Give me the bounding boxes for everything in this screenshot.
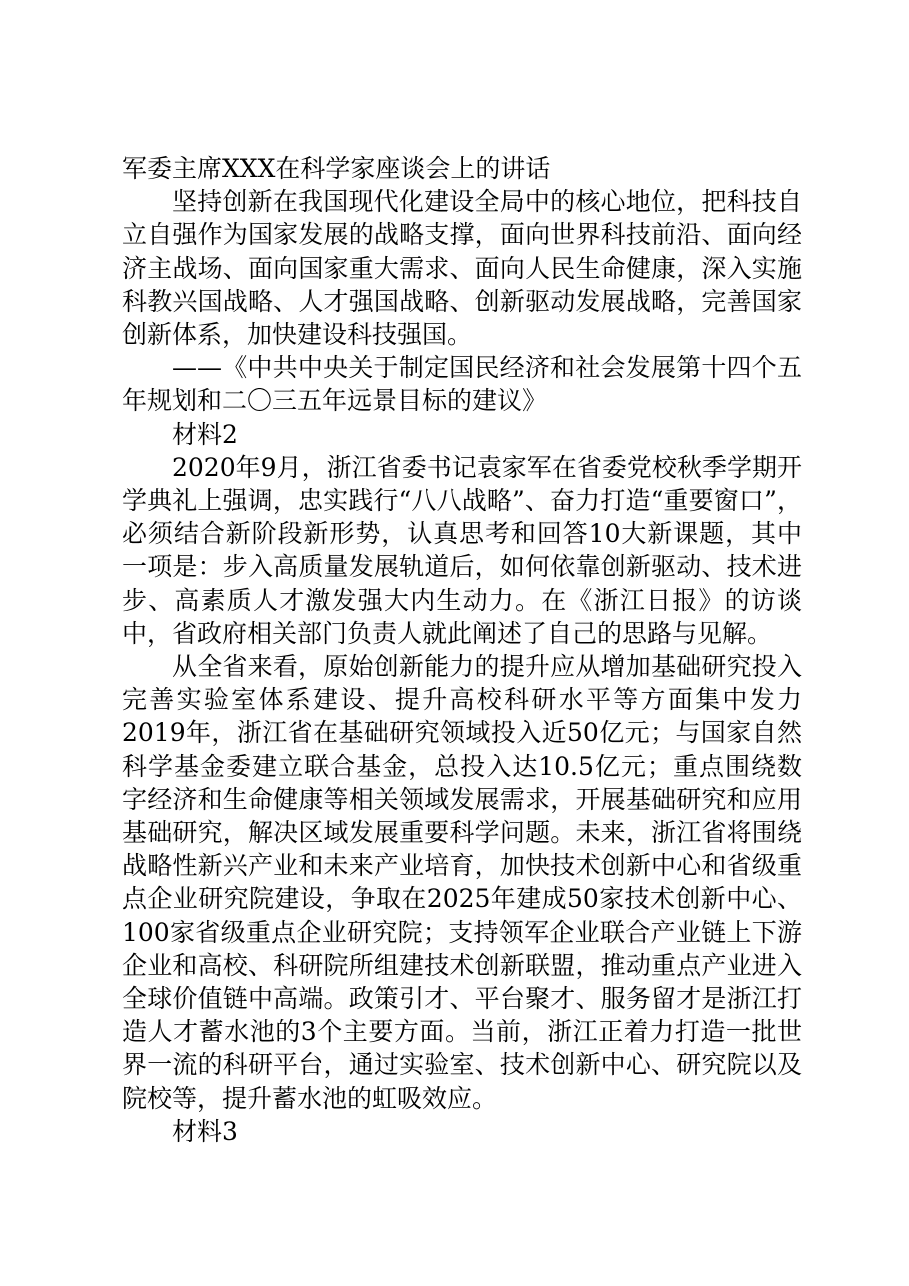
material-3-heading: 材料3 — [172, 1116, 238, 1146]
material-2-paragraph-1: 2020年9月，浙江省委书记袁家军在省委党校秋季学期开学典礼上强调，忠实践行“八八战略”、奋力打造“重要窗口”，必须结合新阶段新形势，认真思考和回答10大新课题，其中一项是：步入高质量发展轨道后，如何依靠创新驱动、技术进步、高素质人才激发强大内生动力。在《浙江日报》的访谈中，省政府相关部门负责人就此阐述了自己的思路与见解。 — [122, 452, 802, 648]
speech-title-line: 军委主席XXX在科学家座谈会上的讲话 — [122, 154, 551, 183]
material-2-paragraph-2: 从全省来看，原始创新能力的提升应从增加基础研究投入完善实验室体系建设、提升高校科研水平等方面集中发力2019年，浙江省在基础研究领域投入近50亿元；与国家自然科学基金委建立联合基金，总投入达10.5亿元；重点围绕数字经济和生命健康等相关领域发展需求，开展基础研究和应用基础研究，解决区域发展重要科学问题。未来，浙江省将围绕战略性新兴产业和未来产业培育，加快技术创新中心和省级重点企业研究院建设，争取在2025年建成50家技术创新中心、100家省级重点企业研究院；支持领军企业联合产业链上下游企业和高校、科研院所组建技术创新联盟，推动重点产业进入全球价值链中高端。政策引才、平台聚才、服务留才是浙江打造人才蓄水池的3个主要方面。当前，浙江正着力打造一批世界一流的科研平台，通过实验室、技术创新中心、研究院以及院校等，提升蓄水池的虹吸效应。 — [122, 652, 802, 1113]
document-body — [122, 152, 802, 1148]
quote-paragraph: 坚持创新在我国现代化建设全局中的核心地位，把科技自立自强作为国家发展的战略支撑，面向世界科技前沿、面向经济主战场、面向国家重大需求、面向人民生命健康，深入实施科教兴国战略、人才强国战略、创新驱动发展战略，完善国家创新体系，加快建设科技强国。 — [122, 187, 802, 350]
quote-source: ——《中共中央关于制定国民经济和社会发展第十四个五年规划和二〇三五年远景目标的建议》 — [122, 353, 802, 416]
material-2-heading: 材料2 — [172, 419, 238, 449]
